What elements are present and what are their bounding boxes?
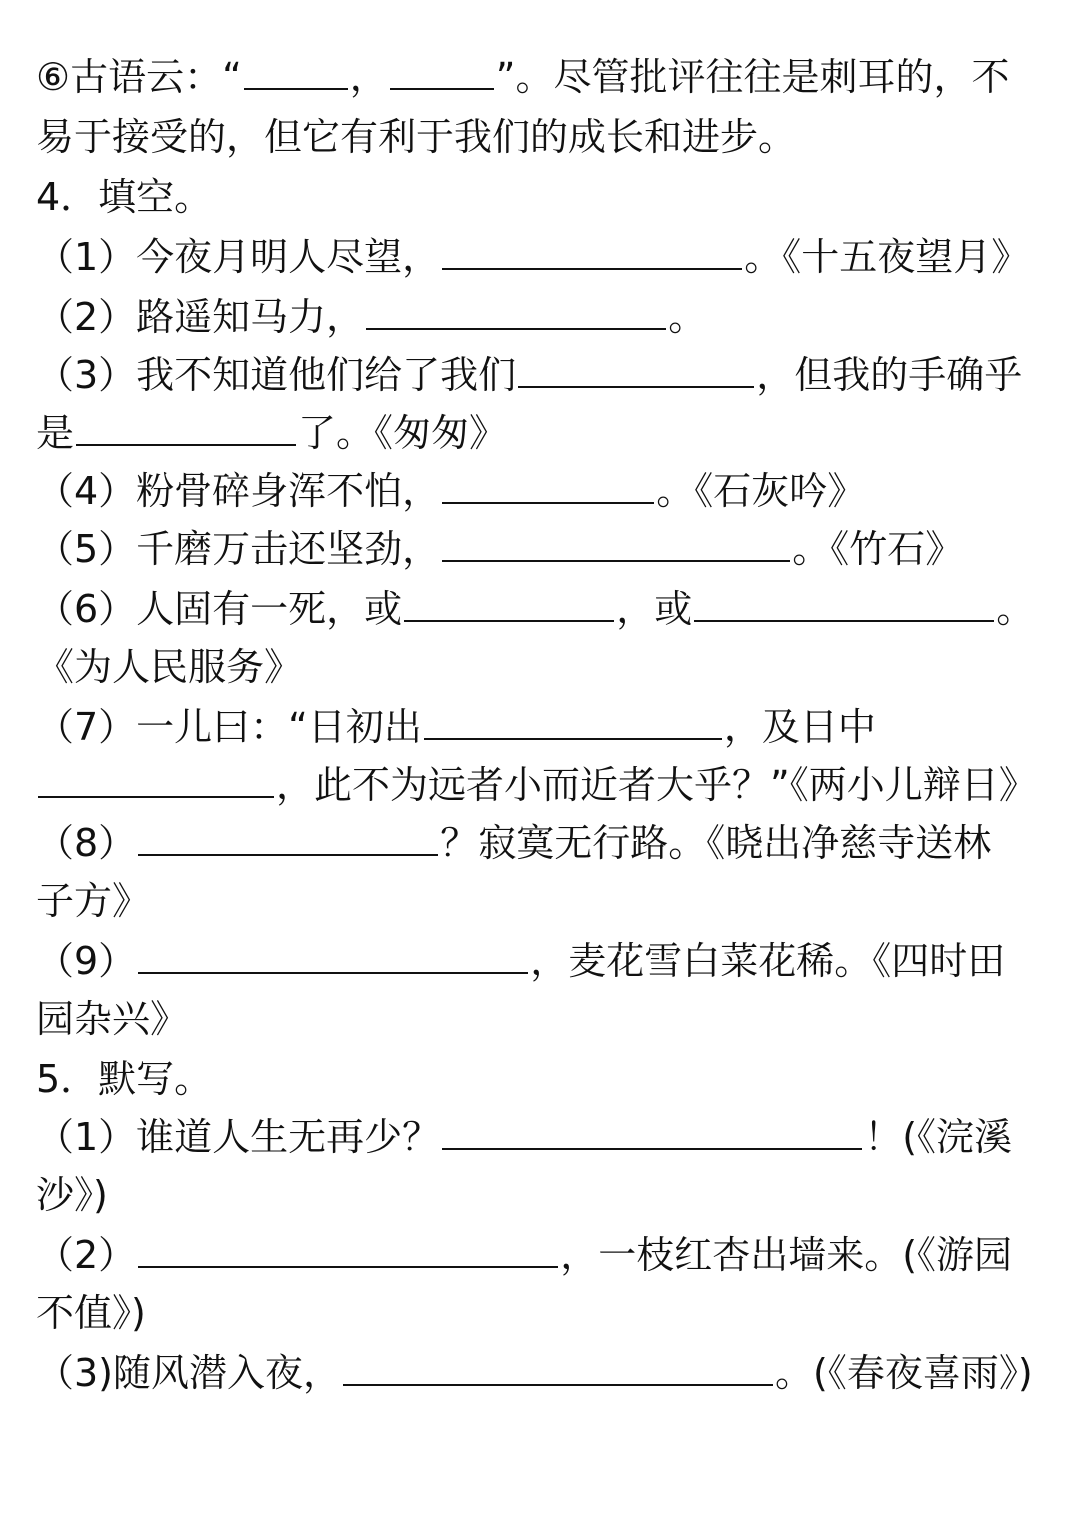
q4-item-7-line-2 [36,756,1052,814]
q4-item-8-source: 子方》 [36,879,151,923]
q5-item-1-source: 沙》) [36,1173,108,1217]
q4-item-1-blank[interactable] [442,236,742,270]
q4-item-3b-post: 了。《匆匆》 [298,411,508,455]
q5-item-3-pre: （3)随风潜入夜， [36,1351,342,1395]
q5-item-2-source: 不值》) [36,1291,146,1335]
q5-item-3 [36,1344,1052,1402]
q5-item-1-pre: （1）谁道人生无再少？ [36,1115,441,1159]
q4-item-6-mid: ，或 [616,587,693,631]
q4-item-1 [36,228,1052,286]
q4-item-8-pre: （8） [36,821,137,865]
q6-text-b: ”。尽管批评往往是刺耳的，不 [495,55,1010,99]
q4-item-7b-post: ，此不为远者小而近者大乎？”《两小儿辩日》 [276,763,1037,807]
q4-item-4-pre: （4）粉骨碎身浑不怕， [36,469,441,513]
q6-separator: ， [349,55,388,99]
q4-item-2-blank[interactable] [366,296,666,330]
q4-item-5-post: 。《竹石》 [792,527,964,571]
q4-item-9-blank[interactable] [138,940,528,974]
q4-item-5 [36,520,1052,578]
q4-item-3b-blank[interactable] [76,412,296,446]
q5-item-1-line-2 [36,1166,1052,1224]
q4-item-6-blank-1[interactable] [404,588,614,622]
q4-heading-text: 4．填空。 [36,175,213,219]
q6-line-1 [36,48,1052,106]
q5-item-2-post: ，一枝红杏出墙来。(《游园 [560,1233,1013,1277]
q4-item-6-blank-2[interactable] [694,588,994,622]
q4-item-6-line-2 [36,638,1052,696]
q6-blank-1[interactable] [244,56,348,90]
q4-item-8-line-2 [36,872,1052,930]
q6-line-2 [36,108,1052,166]
q5-item-1-post: ！(《浣溪 [864,1115,1013,1159]
q5-item-3-blank[interactable] [343,1352,773,1386]
q4-item-6-line-1 [36,580,1052,638]
q4-heading [36,168,1052,226]
q4-item-9-line-1 [36,932,1052,990]
q4-item-8-post: ？寂寞无行路。《晓出净慈寺送林 [440,821,992,865]
q5-heading-text: 5．默写。 [36,1057,213,1101]
q4-item-9-pre: （9） [36,939,137,983]
q5-item-3-post: 。(《春夜喜雨》) [775,1351,1033,1395]
q4-item-2-pre: （2）路遥知马力， [36,295,365,339]
q4-item-7-blank-1[interactable] [424,706,722,740]
q4-item-9-line-2 [36,990,1052,1048]
q4-item-9-source: 园杂兴》 [36,997,189,1041]
q4-item-3-blank[interactable] [518,354,754,388]
q6-text-a: ⑥古语云：“ [36,55,242,99]
q4-item-5-blank[interactable] [442,528,790,562]
q4-item-6-source: 《为人民服务》 [36,645,303,689]
q4-item-8-line-1 [36,814,1052,872]
q4-item-7-line-1 [36,698,1052,756]
q4-item-7-blank-2[interactable] [38,764,274,798]
q4-item-1-post: 。《十五夜望月》 [744,235,1030,279]
q4-item-1-pre: （1）今夜月明人尽望， [36,235,441,279]
q4-item-2-post: 。 [668,295,707,339]
q6-text-c: 易于接受的，但它有利于我们的成长和进步。 [36,115,797,159]
q4-item-3b-pre: 是 [36,411,75,455]
q5-item-1-line-1 [36,1108,1052,1166]
q4-item-2 [36,288,1052,346]
q4-item-3-pre: （3）我不知道他们给了我们 [36,353,517,397]
q5-item-2-line-2 [36,1284,1052,1342]
q4-item-8-blank[interactable] [138,822,438,856]
q5-item-2-blank[interactable] [138,1234,558,1268]
q5-item-1-blank[interactable] [442,1116,862,1150]
q5-heading [36,1050,1052,1108]
q5-item-2-pre: （2） [36,1233,137,1277]
q4-item-9-post: ，麦花雪白菜花稀。《四时田 [530,939,1006,983]
q4-item-3-post: ，但我的手确乎 [756,353,1023,397]
q4-item-6-post: 。 [996,587,1035,631]
q4-item-6-pre: （6）人固有一死，或 [36,587,403,631]
q4-item-7-pre: （7）一儿曰：“日初出 [36,705,422,749]
q6-blank-2[interactable] [390,56,494,90]
q4-item-4 [36,462,1052,520]
q4-item-4-post: 。《石灰吟》 [656,469,866,513]
q5-item-2-line-1 [36,1226,1052,1284]
q4-item-7-post: ，及日中 [723,705,876,749]
q4-item-5-pre: （5）千磨万击还坚劲， [36,527,441,571]
q4-item-4-blank[interactable] [442,470,654,504]
q4-item-3-line-2 [36,404,1052,462]
q4-item-3-line-1 [36,346,1052,404]
